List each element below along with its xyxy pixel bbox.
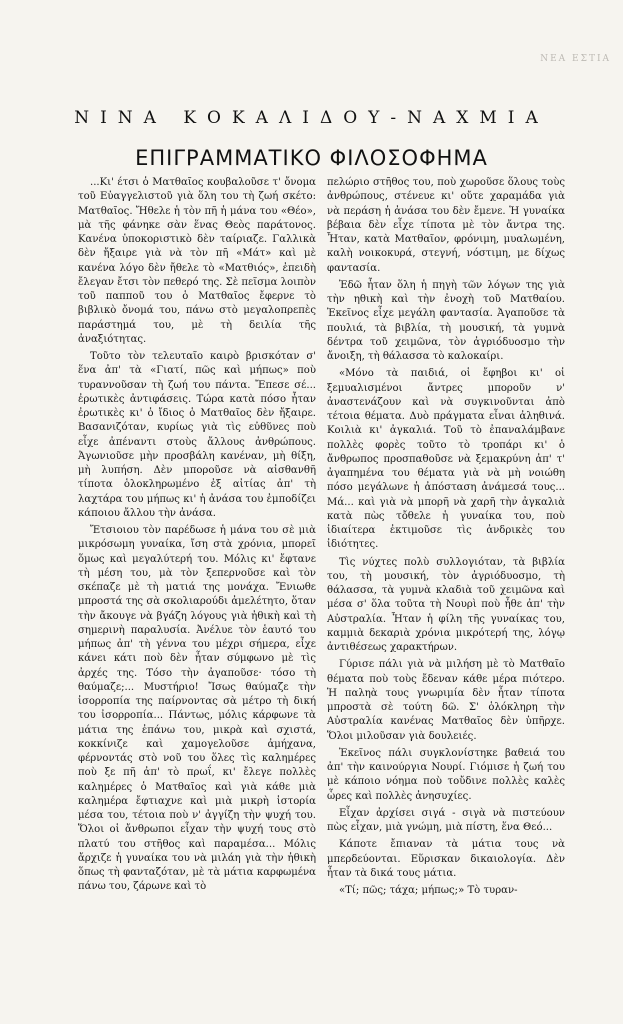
author-name: ΝΙΝΑ ΚΟΚΑΛΙΔΟΥ-ΝΑΧΜΙΑ xyxy=(74,108,549,129)
paragraph: Γύρισε πάλι γιὰ νὰ μιλήση μὲ τὸ Ματθαῖο θέματα ποὺ τοὺς ἔδεναν κάθε μέρα πιότερο. Ἡ παληὰ τους γνωριμία δὲν ἦταν τίποτα μπροστὰ σὲ τούτη δῶ. Σ' ὁλόκληρη τὴν Αὐστραλία κανένας Ματθαῖος δὲν ὑπῆρχε. Ὅλοι μιλοῦσαν γιὰ δουλειές. xyxy=(327,659,565,742)
paragraph: Εἶχαν ἀρχίσει σιγά - σιγὰ νὰ πιστεύουν πὼς εἶχαν, μιὰ γνώμη, μιὰ πίστη, ἕνα Θεό... xyxy=(327,807,565,833)
page-mark: ΝΕΑ ΕΣΤΙΑ xyxy=(540,54,611,64)
paragraph: Τοῦτο τὸν τελευταῖο καιρὸ βρισκόταν σ' ἕνα ἀπ' τὰ «Γιατί, πῶς καὶ μήπως» ποὺ τυραννοῦσαν τὴ ζωή του πάντα. Ἔπεσε σέ... ἐρωτικὲς ἀντιφάσεις. Τώρα κατὰ πόσο ἦταν ἐρωτικὲς κι' ὁ ἴδιος ὁ Ματθαῖος δὲν ἤξαιρε. Βασανιζόταν, κυρίως γιὰ τὶς εὐθῦνες ποὺ εἶχε ἀπέναντι στοὺς ἄλλους ἀνθρώπους. Ἀγωνιοῦσε μὴν προσβάλη κανέναν, μὴ θίξη, μὴ λυπήση. Δὲν μποροῦσε νὰ αἰσθανθῆ τίποτα ὁλοκληρωμένο ἐξ αἰτίας ἀπ' τὴ λαχτάρα του μήπως κι' ἡ ἀνάσα του ἐμποδίζει κάποιου ἄλλου τὴν ἀνάσα. xyxy=(78,351,316,519)
paragraph: Ἐκεῖνος πάλι συγκλονίστηκε βαθειά του ἀπ' τὴν καινούργια Νουρί. Γιόμισε ἡ ζωή του μὲ κάποιο νόημα ποὺ τοὔδινε πολλὲς καλὲς ὧρες καὶ πολλὲς ἀνησυχίες. xyxy=(327,747,565,802)
paragraph: Τὶς νύχτες πολὺ συλλογιόταν, τὰ βιβλία του, τὴ μουσική, τὸν ἀγριόδυοσμο, τὴ θάλασσα, τὰ γυμνὰ κλαδιὰ τοῦ χειμῶνα καὶ μέσα σ' ὅλα τοῦτα τὴ Νουρὶ ποὺ ἦθε ἀπ' τὴν Αὐστραλία. Ἦταν ἡ φίλη τῆς γυναίκας του, καμμιὰ δεκαριὰ χρόνια μικρότερή της, λόγῳ ἀντιθέσεως χαρακτήρων. xyxy=(327,556,565,653)
right-column xyxy=(327,176,565,898)
paragraph: «Μόνο τὰ παιδιά, οἱ ἔφηβοι κι' οἱ ξεμυαλισμένοι ἄντρες μποροῦν ν' ἀναστενάζουν καὶ νὰ συγκινοῦνται ἀπὸ τέτοια θέματα. Δυὸ πράγματα εἶναι ἀληθινά. Κοιλιὰ κι' ἀγκαλιά. Τοῦ τὸ ἐπαναλάμβανε πολλὲς φορὲς τοῦτο τὸ τροπάρι κι' ὁ ἄνθρωπος προσπαθοῦσε νὰ ξεμακρύνη ἀπ' τ' ἀγαπημένα του θέματα γιὰ νὰ μὴ νοιώθη πόσο μεγάλωνε ἡ ἀπόσταση ἀνάμεσά τους... Μά... καὶ γιὰ νὰ μπορῆ νὰ χαρῆ τὴν ἀγκαλιὰ κατὰ πὼς τὄθελε ἡ γυναίκα του, ποὺ ἰδιαίτερα ἐκτιμοῦσε τὶς ἀνδρικὲς του ἰδιότητες. xyxy=(327,368,565,551)
paragraph: «Τί; πῶς; τάχα; μήπως;» Τὸ τυραν- xyxy=(339,885,518,896)
paragraph: Ἔτσιοιου τὸν παρέδωσε ἡ μάνα του σὲ μιὰ μικρόσωμη γυναίκα, ἴση στὰ χρόνια, μπορεῖ ὅμως καὶ μεγαλύτερή του. Μόλις κι' ἔφτανε τὴ μέση του, μὰ τὸν ξεπερνοῦσε καὶ τὸν σκέπαζε μὲ τὴ ματιά της μονάχα. Ἔνιωθε μπροστά της σὰ σκολιαρούδι ἀμελέτητο, ὅταν τὴν ἄκουγε νὰ βγάζη λόγους γιὰ ἠθικὴ καὶ τὴ σημερινὴ παραλυσία. Ἀνέλυε τὸν ἑαυτό του μήπως ἀπ' τὴ γέννα του μέχρι σήμερα, εἶχε κάνει κάτι ποὺ δὲν ἦταν σύμφωνο μὲ τὶς ἀρχές της. Τόσο τὴν ἀγαποῦσε· τόσο τὴ θαύμαζε;... Μυστήριο! Ἴσως θαύμαζε τὴν ἰσορροπία της παίρνοντας σὰ μέτρο τὴ δική του ἰσορροπία... Πάντως, μόλις κάρφωνε τὰ μάτια της ἐπάνω του, μικρὰ καὶ σχιστά, κοκκίνιζε καὶ χαμογελοῦσε ἀμήχανα, φέρνοντάς στὸ νοῦ του ὅλες τὶς καλημέρες ποὺ ξε πῆ ἀπ' τὸ πρωΐ, κι' ἔλεγε πολλὲς καλημέρες ὁ Ματθαῖος καὶ γιὰ κάθε μιὰ καλημέρα ἔφτιαχνε καὶ μιὰ μικρὴ ἱστορία μέσα του, τέτοια ποὺ ν' ἀγγίζη τὴν ψυχή του. Ὅλοι οἱ ἄνθρωποι εἶχαν τὴν ψυχή τους στὸ πλατύ του στῆθος καὶ παραμέσα... Μόλις ἄρχιζε ἡ γυναίκα του νὰ μιλάη γιὰ τὴν ἠθικὴ ὅπως τὴ φανταζόταν, μὲ τὰ μάτια καρφωμένα πάνω του, ζάρωνε καὶ τὸ xyxy=(78,525,316,893)
paragraph: πελώριο στῆθος του, ποὺ χωροῦσε ὅλους τοὺς ἀνθρώπους, στένευε κι' οὔτε χαραμάδα γιὰ νὰ περάση ἡ ἀνάσα του δὲν ἔμενε. Ἡ γυναίκα βέβαια δὲν εἶχε τίποτα μὲ τὸν ἄντρα της. Ἦταν, κατὰ Ματθαῖον, φρόνιμη, μυαλωμένη, καλὴ νοικοκυρά, στεγνή, νόστιμη, με δίχως φαντασία. xyxy=(327,177,565,274)
paragraph: Κάποτε ἔπιαναν τὰ μάτια τους νὰ μπερδεύονται. Εὕρισκαν δικαιολογία. Δὲν ἦταν τὰ δικά τους μάτια. xyxy=(327,839,565,879)
paragraph: ...Κι' έτσι ὁ Ματθαῖος κουβαλοῦσε τ' ὄνομα τοῦ Εὐαγγελιστοῦ γιὰ ὅλη του τὴ ζωή σκέτο: Ματθαῖος. Ἤθελε ἡ τὸν πῆ ἡ μάνα του «Θέο», μὰ τῆς φάνηκε σὰν ἕνας Θεὸς παράτονος. Κανένα ὑποκοριστικὸ δὲν ταίριαζε. Γαλλικὰ δὲν ἤξαιρε γιὰ νὰ τὸν πῆ «Μάτ» καὶ μὲ κανένα λόγο δὲν ἤθελε τὸ «Ματθιός», ἐπειδὴ ἔλεγαν ἔτσι τὸν πεθερό της. Σὲ πεῖσμα λοιπὸν τοῦ παπποῦ του ὁ Ματθαῖος ἔφερνε τὸ βιβλικὸ ὄνομά του, πάνω στὸ μεγαλοπρεπὲς παράστημά του, μὲ τὴ δειλία τῆς ἀναξιότητας. xyxy=(78,177,316,345)
paragraph: Ἐδῶ ἦταν ὅλη ἡ πηγὴ τῶν λόγων της γιὰ τὴν ηθικὴ καὶ τὴν ἐνοχὴ τοῦ Ματθαίου. Ἐκεῖνος εἶχε μεγάλη φαντασία. Ἀγαποῦσε τὰ πουλιά, τὰ βιβλία, τὴ μουσική, τὰ γυμνὰ δέντρα τοῦ χειμῶνα, τὸν ἀγριόδυοσμο τὴν ἄνοιξη, τὴ θάλασσα τὸ καλοκαίρι. xyxy=(327,279,565,362)
article-title: ΕΠΙΓΡΑΜΜΑΤΙΚΟ ΦΙΛΟΣΟΦΗΜΑ xyxy=(135,146,488,171)
left-column xyxy=(78,176,316,895)
